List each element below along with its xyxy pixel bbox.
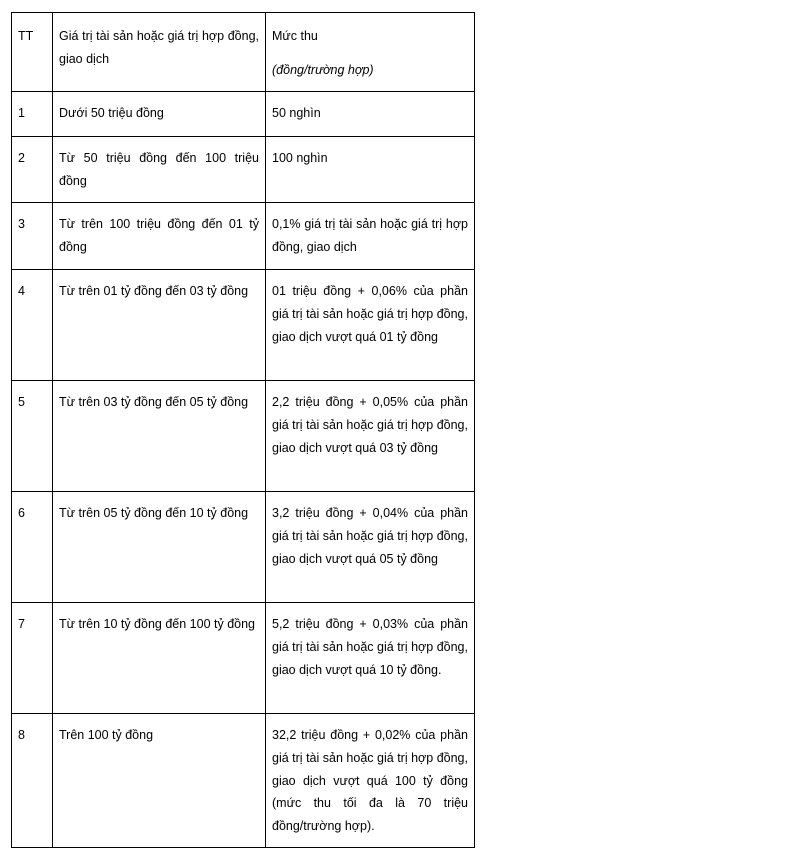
header-value-label: Giá trị tài sản hoặc giá trị hợp đồng, giao dịch <box>59 29 259 66</box>
row-value <box>53 203 266 270</box>
row-value <box>53 137 266 203</box>
row-tt: 3 <box>12 203 53 270</box>
table-row <box>12 381 475 492</box>
row-fee <box>266 92 475 137</box>
row-value-text: Từ trên 10 tỷ đồng đến 100 tỷ đồng <box>59 617 256 632</box>
row-fee <box>266 381 475 492</box>
row-value <box>53 381 266 492</box>
row-fee-text: 0,1% giá trị tài sản hoặc giá trị hợp đồng, giao dịch <box>272 217 468 254</box>
row-fee <box>266 492 475 603</box>
header-tt <box>12 13 53 92</box>
row-fee-text: 01 triệu đồng + 0,06% của phần giá trị tài sản hoặc giá trị hợp đồng, giao dịch vượt quá 01 tỷ đồng <box>272 284 468 344</box>
row-tt: 6 <box>12 492 53 603</box>
header-value <box>53 13 266 92</box>
table-row <box>12 603 475 714</box>
table-row <box>12 270 475 381</box>
row-value <box>53 92 266 137</box>
header-fee-label: Mức thu <box>272 29 318 43</box>
row-value-text: Từ trên 03 tỷ đồng đến 05 tỷ đồng <box>59 395 249 410</box>
row-value <box>53 603 266 714</box>
table-row <box>12 137 475 203</box>
row-value-text: Từ trên 01 tỷ đồng đến 03 tỷ đồng <box>59 284 249 299</box>
row-tt: 4 <box>12 270 53 381</box>
row-fee-text: 50 nghìn <box>272 106 321 121</box>
header-fee-unit: (đồng/trường hợp) <box>272 62 374 77</box>
row-fee <box>266 203 475 270</box>
table-row <box>12 203 475 270</box>
row-value-text: Từ trên 05 tỷ đồng đến 10 tỷ đồng <box>59 506 249 521</box>
row-fee <box>266 603 475 714</box>
row-value-text: Dưới 50 triệu đồng <box>59 106 164 121</box>
row-fee-text: 32,2 triệu đồng + 0,02% của phần giá trị tài sản hoặc giá trị hợp đồng, giao dịch vượt quá 100 tỷ đồng (mức thu tối đa là 70 triệu đồng/trường hợp). <box>272 728 468 833</box>
row-fee-text: 100 nghìn <box>272 151 328 166</box>
row-fee <box>266 714 475 848</box>
row-fee <box>266 270 475 381</box>
header-fee <box>266 13 475 92</box>
row-value-text: Từ trên 100 triệu đồng đến 01 tỷ đồng <box>59 217 259 254</box>
table-header-row <box>12 13 475 92</box>
row-tt: 1 <box>12 92 53 137</box>
row-value-text: Từ 50 triệu đồng đến 100 triệu đồng <box>59 151 259 188</box>
row-fee-text: 2,2 triệu đồng + 0,05% của phần giá trị tài sản hoặc giá trị hợp đồng, giao dịch vượt quá 03 tỷ đồng <box>272 395 468 455</box>
row-tt: 2 <box>12 137 53 203</box>
header-tt-label: TT <box>18 29 34 43</box>
row-tt: 7 <box>12 603 53 714</box>
row-tt: 5 <box>12 381 53 492</box>
row-tt: 8 <box>12 714 53 848</box>
row-fee-text: 3,2 triệu đồng + 0,04% của phần giá trị tài sản hoặc giá trị hợp đồng, giao dịch vượt quá 05 tỷ đồng <box>272 506 468 566</box>
row-value <box>53 270 266 381</box>
table-row <box>12 714 475 848</box>
row-value-text: Trên 100 tỷ đồng <box>59 728 154 743</box>
row-fee <box>266 137 475 203</box>
fee-table <box>11 12 475 848</box>
row-value <box>53 714 266 848</box>
table-row <box>12 492 475 603</box>
row-value <box>53 492 266 603</box>
table-row <box>12 92 475 137</box>
row-fee-text: 5,2 triệu đồng + 0,03% của phần giá trị tài sản hoặc giá trị hợp đồng, giao dịch vượt quá 10 tỷ đồng. <box>272 617 468 677</box>
